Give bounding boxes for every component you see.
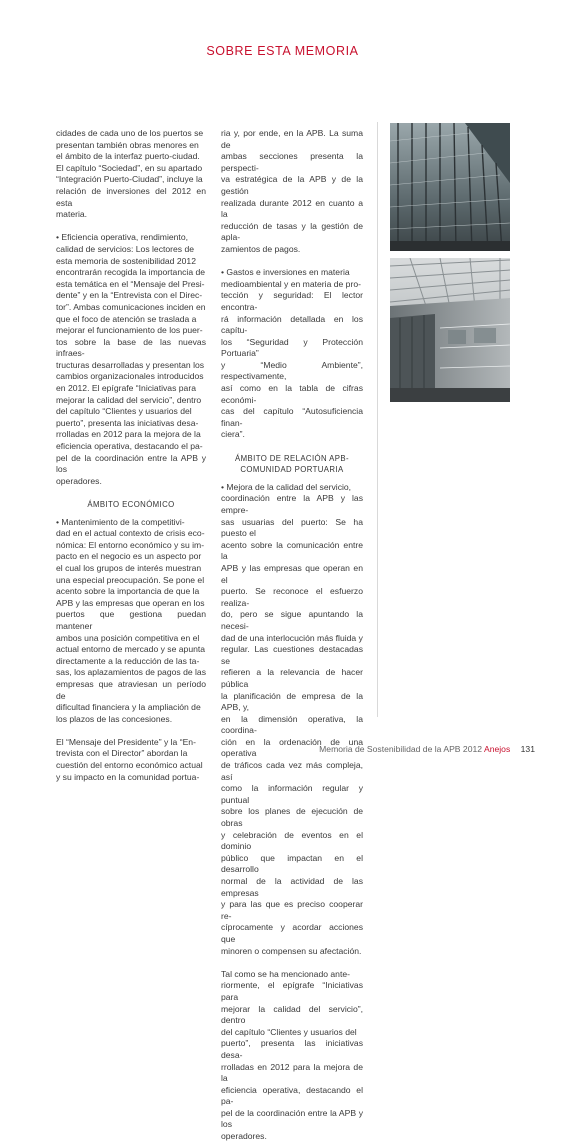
text-line: público que impactan en el desarrollo <box>221 852 363 875</box>
text-line: cíprocamente y acordar acciones que <box>221 922 363 944</box>
text-line: tección y seguridad: El lector encontra- <box>221 290 363 312</box>
text-line: Tal como se ha mencionado ante- <box>221 968 350 979</box>
text-line: El capítulo “Sociedad”, en su apartado <box>56 162 203 173</box>
text-line: reducción de tasas y la gestión de apla- <box>221 220 363 243</box>
text-line: y para las que es preciso cooperar re- <box>221 899 363 921</box>
text-line: operadores. <box>221 1131 267 1142</box>
text-line: y celebración de eventos en el dominio <box>221 829 363 852</box>
text-line: puerto”, presenta las iniciativas desa- <box>56 417 199 428</box>
text-line: zamientos de pagos. <box>221 243 301 254</box>
text-column-middle <box>221 128 363 1143</box>
text-line: rá información detallada en los capítu- <box>221 313 363 336</box>
text-line: sobre los planes de ejecución de obras <box>221 806 363 829</box>
text-line: del capítulo “Clientes y usuarios del <box>56 406 192 417</box>
text-line: dificultad financiera y la ampliación de <box>56 702 201 713</box>
text-line: pel de la coordinación entre la APB y los <box>221 1107 363 1130</box>
text-line: coordinación entre la APB y las empre- <box>221 493 363 515</box>
heading-line: ÁMBITO DE RELACIÓN APB- <box>235 453 349 463</box>
text-line: dente” y en la “Entrevista con el Direc- <box>56 290 203 301</box>
paragraph <box>221 267 363 441</box>
text-line: ambos una posición competitiva en el <box>56 632 200 643</box>
text-line: el cual los grupos de interés muestran <box>56 562 202 573</box>
paragraph <box>56 737 206 783</box>
text-line: directamente a la reducción de las ta- <box>56 655 200 666</box>
text-line: en 2012. El epígrafe “Iniciativas para <box>56 383 196 394</box>
text-line: mejorar el funcionamiento de los puer- <box>56 325 203 336</box>
text-line: • Gastos e inversiones en materia <box>221 267 350 278</box>
text-line: actual entorno de mercado y se apunta <box>56 644 206 655</box>
text-line: dad en el actual contexto de crisis eco- <box>56 528 205 539</box>
text-line: como la información regular y puntual <box>221 783 363 805</box>
text-line: puerto”, presenta las iniciativas desa- <box>221 1038 363 1060</box>
text-line: refieren a la relevancia de hacer pública <box>221 667 363 689</box>
text-line: APB y las empresas que operan en el <box>221 562 363 585</box>
building-facade-photo <box>390 123 510 251</box>
text-line: medioambiental y en materia de pro- <box>221 278 361 289</box>
text-line: puertos que gestiona puedan mantener <box>56 609 206 631</box>
text-line: ciera”. <box>221 429 245 440</box>
paragraph <box>221 969 363 1143</box>
text-line: calidad de servicios: Los lectores de <box>56 243 195 254</box>
text-line: ria y, por ende, en la APB. La suma de <box>221 128 363 150</box>
text-line: sas, los aplazamientos de pagos de las <box>56 667 207 678</box>
text-column-left <box>56 128 206 783</box>
paragraph <box>56 128 206 221</box>
text-line: cambios organizacionales introducidos <box>56 371 204 382</box>
paragraph <box>56 517 206 726</box>
text-line: así como en la tabla de cifras económi- <box>221 383 363 405</box>
text-line: acento sobre la importancia de que la <box>56 586 200 597</box>
section-heading-port-community <box>221 453 363 476</box>
text-line: rrolladas en 2012 para la mejora de la <box>221 1061 363 1084</box>
paragraph <box>56 232 206 487</box>
text-line: en la dimensión operativa, la coordina- <box>221 713 363 736</box>
text-line: esta temática en el “Mensaje del Presi- <box>56 278 205 289</box>
text-line: tructuras desarrolladas y presentan los <box>56 359 205 370</box>
page-number: 131 <box>520 744 535 754</box>
footer-publication: Memoria de Sostenibilidad de la APB 2012 <box>319 744 483 754</box>
heading-line: COMUNIDAD PORTUARIA <box>240 465 344 475</box>
text-line: materia. <box>56 209 88 220</box>
column-divider <box>377 122 378 717</box>
footer-section: Anejos <box>483 744 511 754</box>
text-line: eficiencia operativa, destacando el pa- <box>221 1084 363 1107</box>
text-line: dad de una interlocución más fluida y <box>221 632 363 643</box>
text-line: cas del capítulo “Autosuficiencia finan- <box>221 406 363 428</box>
text-line: y su impacto en la comunidad portua- <box>56 771 200 782</box>
text-line: • Eficiencia operativa, rendimiento, <box>56 232 188 243</box>
text-line: empresas que atraviesan un período de <box>56 678 206 701</box>
text-line: El “Mensaje del Presidente” y la “En- <box>56 736 196 747</box>
building-atrium-photo <box>390 258 510 402</box>
text-line: cidades de cada uno de los puertos se <box>56 128 204 138</box>
text-line: mejorar la calidad del servicio”, dentro <box>56 394 202 405</box>
text-line: tos sobre la base de las nuevas infraes- <box>56 336 206 359</box>
text-line: operadores. <box>56 475 102 486</box>
text-line: nómica: El entorno económico y su im- <box>56 539 205 550</box>
text-line: realizada durante 2012 en cuanto a la <box>221 197 363 220</box>
text-line: el ámbito de la interfaz puerto-ciudad. <box>56 151 200 162</box>
text-line: los plazos de las concesiones. <box>56 713 173 724</box>
text-line: cuestión del entorno económico actual <box>56 760 203 771</box>
text-line: tor”. Ambas comunicaciones inciden en <box>56 301 206 312</box>
text-line: normal de la actividad de las empresas <box>221 876 363 898</box>
text-line: • Mantenimiento de la competitivi- <box>56 516 185 527</box>
text-line: acento sobre la comunicación entre la <box>221 539 363 562</box>
text-line: esta memoria de sostenibilidad 2012 <box>56 255 196 266</box>
text-line: los “Seguridad y Protección Portuaria” <box>221 336 363 359</box>
text-line: una especial preocupación. Se pone el <box>56 574 205 585</box>
text-line: y “Medio Ambiente”, respectivamente, <box>221 359 363 382</box>
text-line: de tráficos cada vez más compleja, así <box>221 760 363 782</box>
paragraph <box>221 482 363 957</box>
text-line: APB y las empresas que operan en los <box>56 597 205 608</box>
text-line: que el foco de atención se traslada a <box>56 313 197 324</box>
text-line: puerto. Se reconoce el esfuerzo realiza- <box>221 586 363 608</box>
text-line: sas usuarias del puerto: Se ha puesto el <box>221 516 363 539</box>
text-line: • Mejora de la calidad del servicio, <box>221 481 352 492</box>
text-line: mejorar la calidad del servicio”, dentro <box>221 1003 363 1026</box>
text-line: trevista con el Director” abordan la <box>56 748 188 759</box>
section-heading-economic: ÁMBITO ECONÓMICO <box>87 500 175 509</box>
text-line: do, pero se sigue apuntando la necesi- <box>221 609 363 631</box>
text-line: presentan también obras menores en <box>56 139 199 150</box>
paragraph <box>221 128 363 256</box>
text-line: eficiencia operativa, destacando el pa- <box>56 441 203 452</box>
text-line: regular. Las cuestiones destacadas se <box>221 644 363 666</box>
text-line: pel de la coordinación entre la APB y los <box>56 452 206 475</box>
text-line: ción en la ordenación de una operativa <box>221 736 363 759</box>
page-title: SOBRE ESTA MEMORIA <box>206 44 359 58</box>
text-line: del capítulo “Clientes y usuarios del <box>221 1026 357 1037</box>
text-line: riormente, el epígrafe “Iniciativas para <box>221 980 363 1002</box>
text-line: encontrarán recogida la importancia de <box>56 267 206 278</box>
text-line: pacto en el negocio es un aspecto por <box>56 551 202 562</box>
text-line: rrolladas en 2012 para la mejora de la <box>56 429 201 440</box>
text-line: la planificación de empresa de la APB, y, <box>221 690 363 713</box>
page-footer <box>319 744 535 754</box>
text-line: “Integración Puerto-Ciudad”, incluye la <box>56 174 203 185</box>
text-line: va estratégica de la APB y de la gestión <box>221 174 363 196</box>
text-line: minoren o compensen su afectación. <box>221 945 362 956</box>
text-line: relación de inversiones del 2012 en esta <box>56 185 206 208</box>
text-line: ambas secciones presenta la perspecti- <box>221 151 363 173</box>
